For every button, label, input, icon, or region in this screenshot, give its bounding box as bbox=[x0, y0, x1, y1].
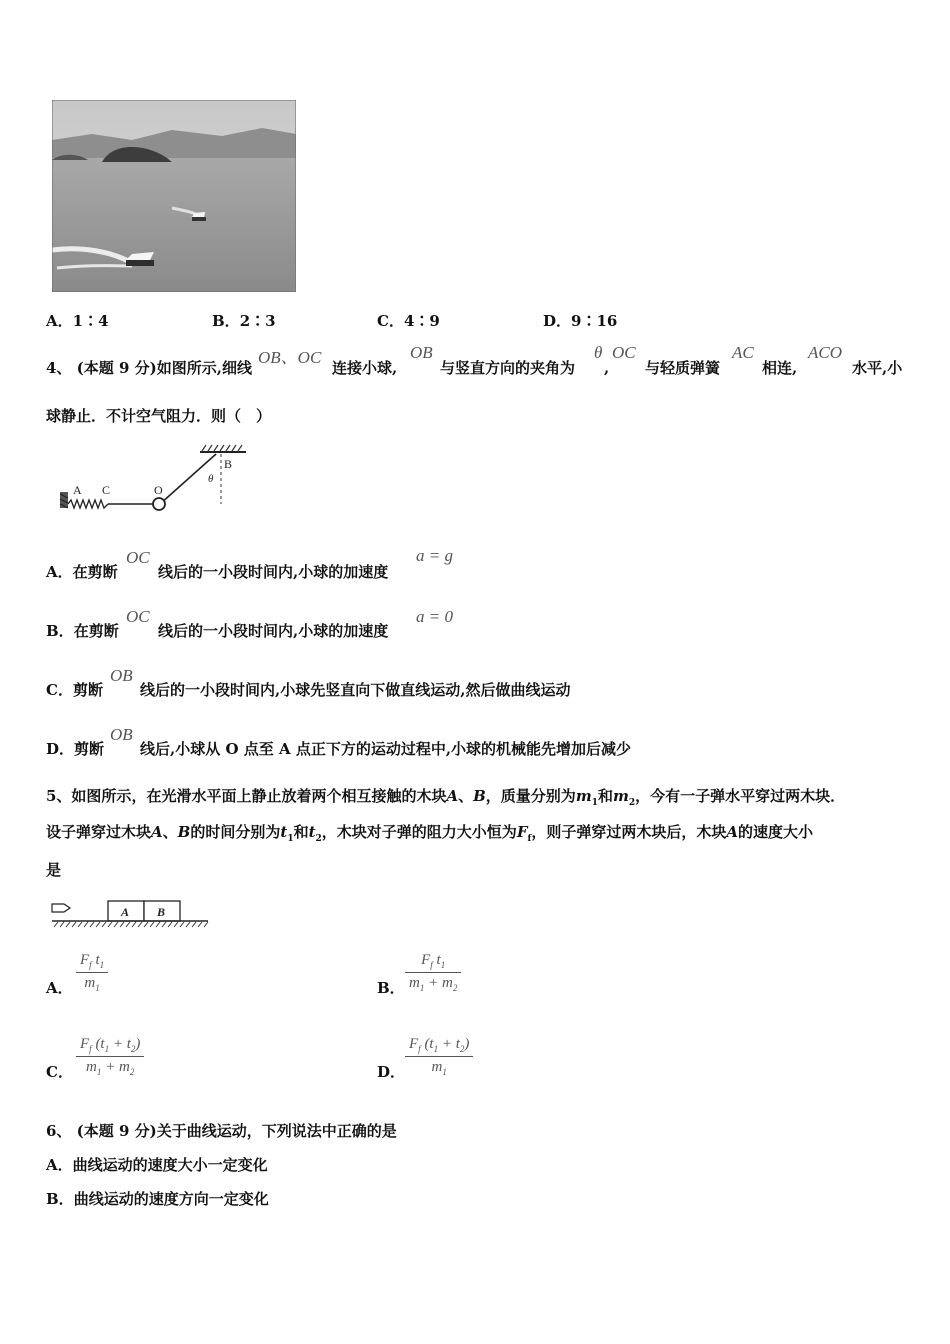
q4-stem-part: 水平,小 bbox=[852, 359, 903, 377]
q4-stem-comma: , bbox=[604, 359, 610, 377]
q4-spring-ball-figure bbox=[58, 442, 248, 518]
q5-option-d-den: $m_1$ bbox=[431, 1059, 447, 1077]
fig-label-o: O bbox=[154, 483, 163, 497]
fig-label-b: B bbox=[224, 457, 233, 471]
q4-sym-oc: OC bbox=[612, 343, 636, 362]
q5-option-b-num: $F_f$ $t_1$ bbox=[405, 952, 461, 973]
q5-bullet-blocks-figure bbox=[50, 898, 212, 930]
q5-stem-line1: 5、如图所示，在光滑水平面上静止放着两个相互接触的木块A、B，质量分别为$m_1$和$m_2$，今有一子弹水平穿过两木块． bbox=[46, 787, 846, 808]
q4-stem-part: 连接小球, bbox=[332, 359, 398, 377]
q5-option-d-fraction bbox=[405, 1036, 473, 1077]
q4-option-c-text: 线后的一小段时间内,小球先竖直向下做直线运动,然后做曲线运动 bbox=[140, 681, 571, 699]
q5-option-b-fraction bbox=[405, 952, 461, 993]
q5-fig-label-a: A bbox=[121, 905, 130, 919]
q5-option-b-den: $m_1 + m_2$ bbox=[409, 975, 458, 993]
q4-option-a-math: a = g bbox=[416, 546, 453, 565]
q5-option-c-den: $m_1 + m_2$ bbox=[86, 1059, 135, 1077]
q4-sym-ob: OB bbox=[410, 343, 433, 362]
q5-option-a-den: $m_1$ bbox=[84, 975, 100, 993]
q4-option-a: A．在剪断 bbox=[46, 563, 118, 581]
q5-option-c-fraction bbox=[76, 1036, 144, 1077]
q4-option-c: C．剪断 bbox=[46, 681, 103, 699]
q5-option-a-num: $F_f$ $t_1$ bbox=[76, 952, 108, 973]
q5-stem-line3: 是 bbox=[46, 861, 62, 879]
q4-option-b-math: a = 0 bbox=[416, 607, 453, 626]
q4-option-b: B．在剪断 bbox=[46, 622, 119, 640]
q5-option-d-label: D． bbox=[377, 1063, 406, 1081]
q5-stem-line2: 设子弹穿过木块A、B的时间分别为$t_1$和$t_2$，木块对子弹的阻力大小恒为$F_f$，则子弹穿过两木块后，木块A的速度大小 bbox=[46, 823, 814, 844]
q5-option-d-num: $F_f$ $(t_1 + t_2)$ bbox=[405, 1036, 473, 1057]
q5-option-a-label: A． bbox=[46, 979, 73, 997]
q4-option-c-sym: OB bbox=[110, 666, 133, 685]
fig-label-theta: θ bbox=[208, 473, 214, 485]
q3-option-d: D．9∶16 bbox=[543, 312, 618, 330]
q4-sym-theta: θ bbox=[594, 343, 603, 362]
q4-stem-part: 与竖直方向的夹角为 bbox=[440, 359, 576, 377]
q4-stem-line2: 球静止．不计空气阻力．则（ ） bbox=[46, 407, 272, 425]
q3-option-c: C．4∶9 bbox=[377, 312, 440, 330]
q5-option-c-num: $F_f$ $(t_1 + t_2)$ bbox=[76, 1036, 144, 1057]
q4-option-d: D．剪断 bbox=[46, 740, 105, 758]
q4-stem-part: 相连, bbox=[762, 359, 798, 377]
q4-sym-ac: AC bbox=[732, 343, 754, 362]
q4-stem-part: 与轻质弹簧 bbox=[645, 359, 721, 377]
q5-option-c-label: C． bbox=[46, 1063, 73, 1081]
q3-option-b: B．2∶3 bbox=[212, 312, 276, 330]
q4-number: 4、 (本题 9 分)如图所示,细线 bbox=[46, 359, 252, 377]
q5-option-a-fraction bbox=[76, 952, 108, 993]
q6-option-a: A．曲线运动的速度大小一定变化 bbox=[46, 1156, 268, 1174]
fig-label-c: C bbox=[102, 483, 111, 497]
q6-option-b: B．曲线运动的速度方向一定变化 bbox=[46, 1190, 269, 1208]
q4-option-d-sym: OB bbox=[110, 725, 133, 744]
q4-option-a-sym: OC bbox=[126, 548, 150, 567]
q4-option-b-sym: OC bbox=[126, 607, 150, 626]
q3-option-a: A．1∶4 bbox=[46, 312, 109, 330]
q4-option-d-text: 线后,小球从 O 点至 A 点正下方的运动过程中,小球的机械能先增加后减少 bbox=[140, 740, 632, 758]
q6-stem: 6、 (本题 9 分)关于曲线运动，下列说法中正确的是 bbox=[46, 1122, 397, 1140]
q4-sym-aco: ACO bbox=[808, 343, 842, 362]
fig-label-a: A bbox=[73, 483, 82, 497]
q4-option-a-text: 线后的一小段时间内,小球的加速度 bbox=[158, 563, 389, 581]
q5-fig-label-b: B bbox=[157, 905, 166, 919]
lake-boats-photo bbox=[52, 100, 296, 292]
q4-sym-ob-oc: OB、OC bbox=[258, 348, 322, 367]
q5-option-b-label: B． bbox=[377, 979, 405, 997]
q4-option-b-text: 线后的一小段时间内,小球的加速度 bbox=[158, 622, 389, 640]
